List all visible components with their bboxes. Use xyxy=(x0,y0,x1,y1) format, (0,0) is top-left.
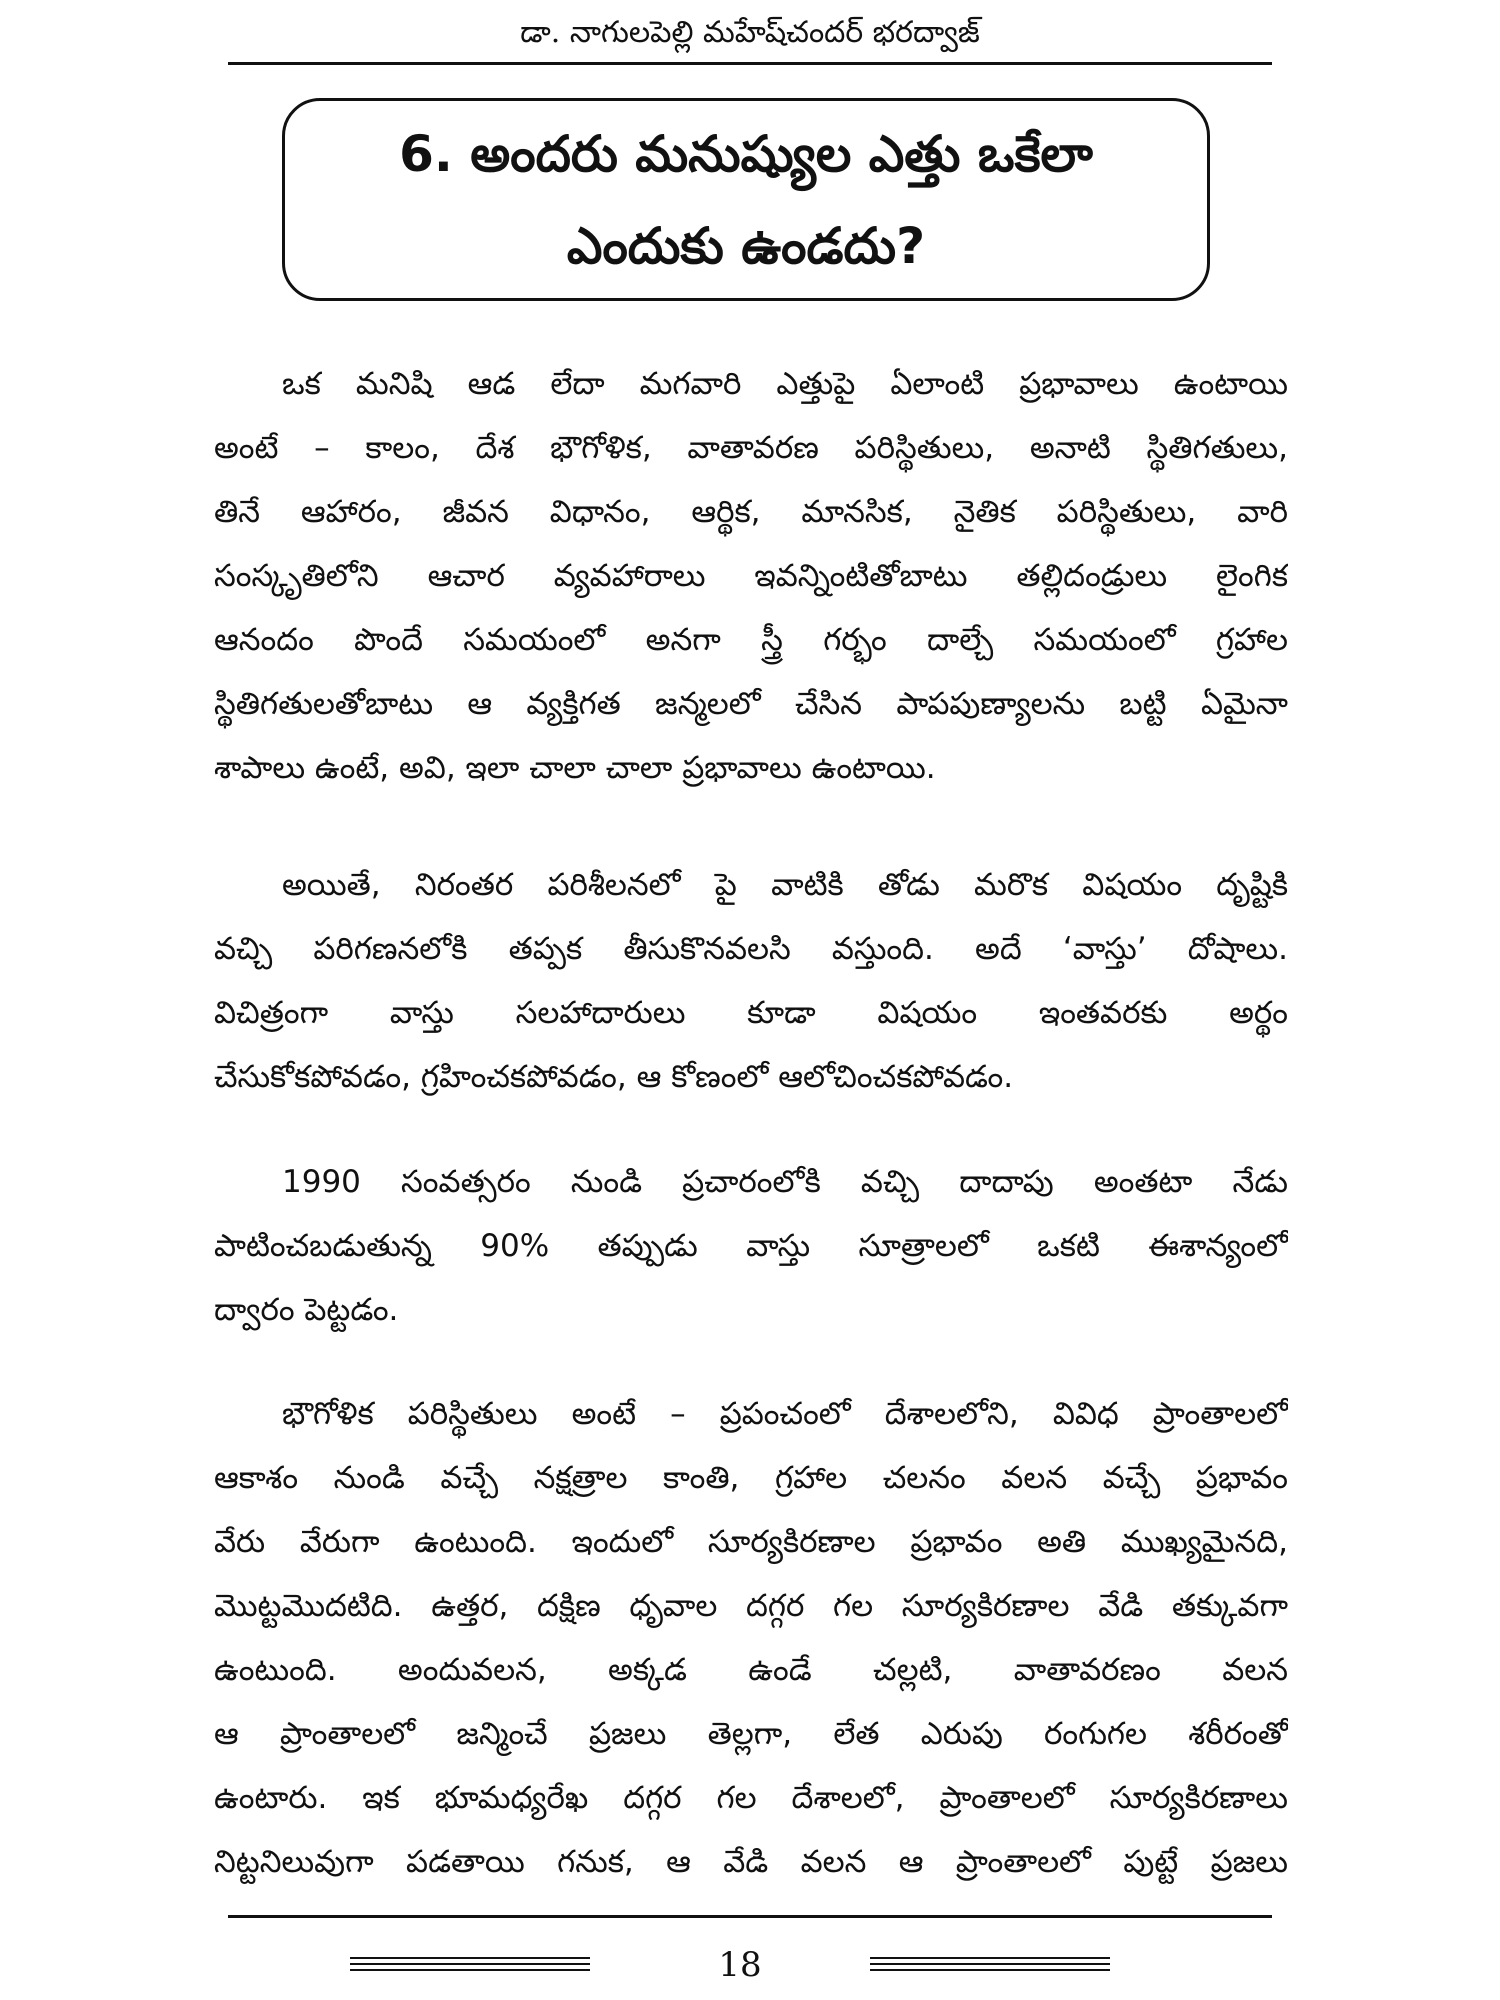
chapter-title-box xyxy=(282,98,1210,301)
chapter-title-line-2: ఎందుకు ఉండదు? xyxy=(566,217,926,275)
text-line: భౌగోళిక పరిస్థితులు అంటే – ప్రపంచంలో దేశాలలోని, వివిధ ప్రాంతాలలో xyxy=(282,1396,1288,1432)
text-line: విచిత్రంగా వాస్తు సలహాదారులు కూడా విషయం ఇంతవరకు అర్థం xyxy=(214,995,1288,1031)
text-line: పాటించబడుతున్న 90% తప్పుడు వాస్తు సూత్రాలలో ఒకటి ఈశాన్యంలో xyxy=(214,1228,1288,1264)
text-line: ఉంటారు. ఇక భూమధ్యరేఖ దగ్గర గల దేశాలలో, ప్రాంతాలలో సూర్యకిరణాలు xyxy=(214,1780,1288,1816)
text-line: మొట్టమొదటిది. ఉత్తర, దక్షిణ ధృవాల దగ్గర గల సూర్యకిరణాల వేడి తక్కువగా xyxy=(214,1588,1288,1624)
text-line: అయితే, నిరంతర పరిశీలనలో పై వాటికి తోడు మరొక విషయం దృష్టికి xyxy=(282,867,1288,903)
text-line: స్థితిగతులతోబాటు ఆ వ్యక్తిగత జన్మలలో చేసిన పాపపుణ్యాలను బట్టి ఏమైనా xyxy=(214,686,1288,722)
text-line: ఆనందం పొందే సమయంలో అనగా స్త్రీ గర్భం దాల్చే సమయంలో గ్రహాల xyxy=(214,622,1288,658)
text-line: చేసుకోకపోవడం, గ్రహించకపోవడం, ఆ కోణంలో ఆలోచించకపోవడం. xyxy=(214,1059,1014,1095)
chapter-title-line-1: 6. అందరు మనుష్యుల ఎత్తు ఒకేలా xyxy=(399,125,1093,183)
text-line: అంటే – కాలం, దేశ భౌగోళిక, వాతావరణ పరిస్థితులు, అనాటి స్థితిగతులు, xyxy=(214,430,1288,466)
page-number: 18 xyxy=(718,1945,762,1985)
footer-ornament-left xyxy=(350,1957,590,1971)
text-line: ద్వారం పెట్టడం. xyxy=(214,1292,399,1328)
text-line: వచ్చి పరిగణనలోకి తప్పక తీసుకొనవలసి వస్తుంది. అదే ‘వాస్తు’ దోషాలు. xyxy=(214,931,1288,967)
text-line: ఉంటుంది. అందువలన, అక్కడ ఉండే చల్లటి, వాతావరణం వలన xyxy=(214,1652,1288,1688)
footer-ornament-right xyxy=(870,1957,1110,1971)
header-rule xyxy=(228,62,1272,65)
paragraph-2 xyxy=(214,853,1288,1109)
text-line: ఆకాశం నుండి వచ్చే నక్షత్రాల కాంతి, గ్రహాల చలనం వలన వచ్చే ప్రభావం xyxy=(214,1460,1288,1496)
text-line: సంస్కృతిలోని ఆచార వ్యవహారాలు ఇవన్నింటితోబాటు తల్లిదండ్రులు లైంగిక xyxy=(214,558,1288,594)
text-line: వేరు వేరుగా ఉంటుంది. ఇందులో సూర్యకిరణాల ప్రభావం అతి ముఖ్యమైనది, xyxy=(214,1524,1288,1560)
running-head: డా. నాగులపెల్లి మహేష్‌చందర్ భరద్వాజ్ xyxy=(520,15,980,50)
paragraph-4 xyxy=(214,1382,1288,1894)
text-line: 1990 సంవత్సరం నుండి ప్రచారంలోకి వచ్చి దాదాపు అంతటా నేడు xyxy=(282,1164,1288,1200)
paragraph-3 xyxy=(214,1150,1288,1342)
text-line: ఆ ప్రాంతాలలో జన్మించే ప్రజలు తెల్లగా, లేత ఎరుపు రంగుగల శరీరంతో xyxy=(214,1716,1288,1752)
text-line: శాపాలు ఉంటే, అవి, ఇలా చాలా చాలా ప్రభావాలు ఉంటాయి. xyxy=(214,750,936,786)
footer-rule xyxy=(228,1915,1272,1918)
paragraph-1 xyxy=(214,352,1288,800)
text-line: తినే ఆహారం, జీవన విధానం, ఆర్థిక, మానసిక, నైతిక పరిస్థితులు, వారి xyxy=(214,494,1288,530)
text-line: ఒక మనిషి ఆడ లేదా మగవారి ఎత్తుపై ఏలాంటి ప్రభావాలు ఉంటాయి xyxy=(282,366,1288,402)
text-line: నిట్టనిలువుగా పడతాయి గనుక, ఆ వేడి వలన ఆ ప్రాంతాలలో పుట్టే ప్రజలు xyxy=(214,1844,1288,1880)
